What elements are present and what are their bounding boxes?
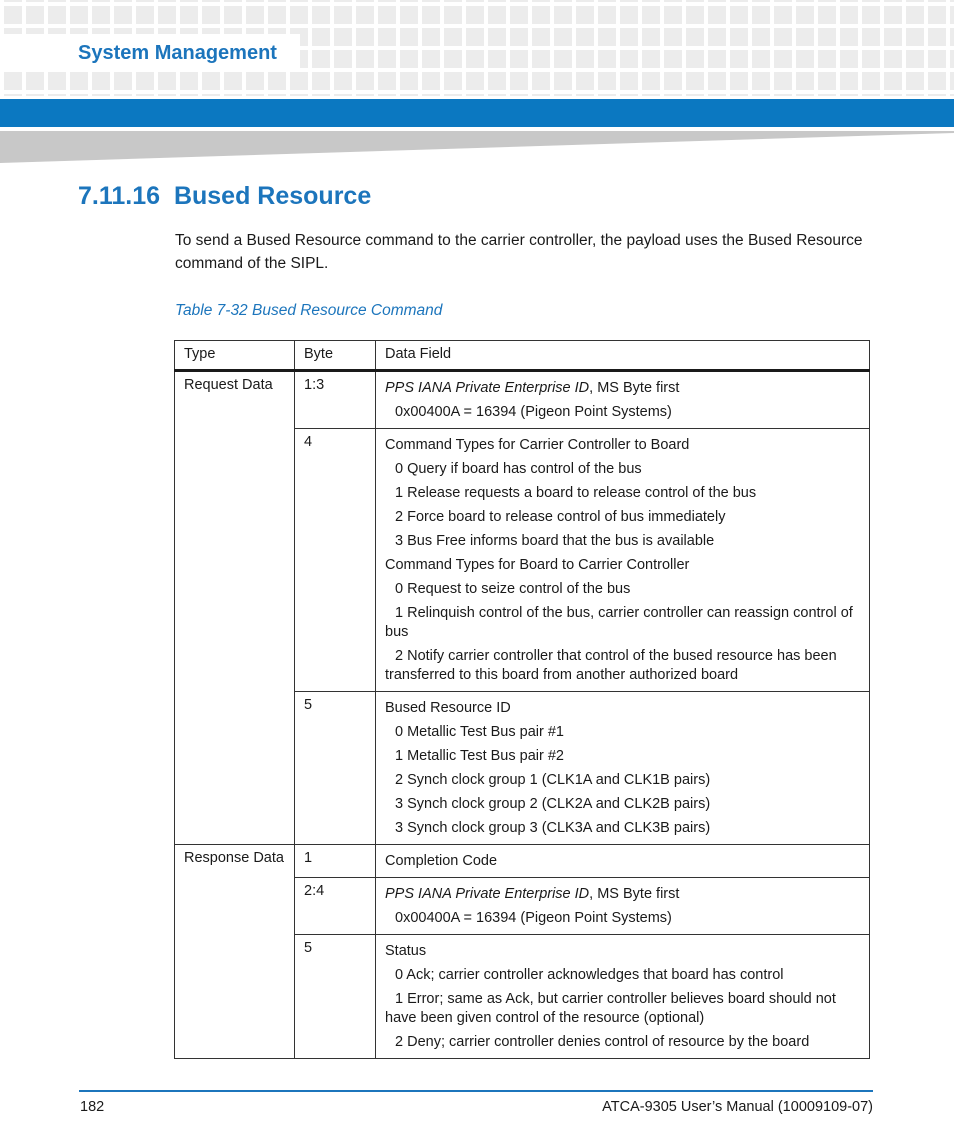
page-number: 182 bbox=[80, 1099, 105, 1115]
data-line: Status bbox=[385, 943, 427, 959]
data-field-cell bbox=[376, 371, 870, 429]
header-gray-wedge bbox=[0, 131, 954, 163]
data-line: PPS IANA Private Enterprise ID, MS Byte first bbox=[385, 886, 680, 902]
byte-cell: 1 bbox=[295, 845, 376, 878]
section-name: Bused Resource bbox=[173, 182, 372, 210]
data-line: 2 Synch clock group 1 (CLK1A and CLK1B pairs) bbox=[395, 772, 711, 788]
data-line: Command Types for Board to Carrier Controller bbox=[385, 557, 690, 573]
data-line: 0 Request to seize control of the bus bbox=[395, 581, 631, 597]
byte-cell: 2:4 bbox=[295, 878, 376, 935]
data-line: 0 Metallic Test Bus pair #1 bbox=[395, 724, 564, 740]
header-title: System Management bbox=[78, 40, 283, 67]
header-data-field: Data Field bbox=[376, 341, 870, 371]
table-caption: Table 7-32 Bused Resource Command bbox=[175, 302, 443, 319]
header-type: Type bbox=[175, 341, 295, 371]
table-header-row bbox=[175, 341, 870, 371]
data-line: 2 Notify carrier controller that control of the bused resource has been transferred to this board from another authorized board bbox=[385, 648, 837, 683]
data-field-cell bbox=[376, 692, 870, 845]
byte-cell: 5 bbox=[295, 935, 376, 1059]
data-line: 3 Synch clock group 2 (CLK2A and CLK2B pairs) bbox=[395, 796, 711, 812]
data-field-cell bbox=[376, 878, 870, 935]
byte-cell: 1:3 bbox=[295, 371, 376, 429]
data-line: 1 Error; same as Ack, but carrier controller believes board should not have been given control of the resource (optional) bbox=[385, 991, 836, 1026]
intro-paragraph: To send a Bused Resource command to the carrier controller, the payload uses the Bused Resource command of the SIPL. bbox=[175, 232, 863, 272]
header-byte: Byte bbox=[295, 341, 376, 371]
document-title: ATCA-9305 User’s Manual (10009109-07) bbox=[602, 1099, 873, 1115]
section-number: 7.11.16 bbox=[78, 182, 161, 210]
data-line: 1 Relinquish control of the bus, carrier controller can reassign control of bus bbox=[385, 605, 853, 640]
data-line: 3 Synch clock group 3 (CLK3A and CLK3B pairs) bbox=[395, 820, 711, 836]
data-line: Completion Code bbox=[385, 853, 498, 869]
data-field-cell bbox=[376, 935, 870, 1059]
header-blue-band bbox=[0, 99, 954, 127]
table-row bbox=[175, 845, 870, 878]
byte-cell: 5 bbox=[295, 692, 376, 845]
data-line: 0 Query if board has control of the bus bbox=[395, 461, 642, 477]
data-line: Bused Resource ID bbox=[385, 700, 511, 716]
data-line: 2 Deny; carrier controller denies control of resource by the board bbox=[395, 1034, 810, 1050]
data-line: 3 Bus Free informs board that the bus is available bbox=[395, 533, 715, 549]
data-field-cell bbox=[376, 429, 870, 692]
data-line: 0x00400A = 16394 (Pigeon Point Systems) bbox=[395, 404, 672, 420]
data-line: 1 Release requests a board to release control of the bus bbox=[395, 485, 757, 501]
data-line: 2 Force board to release control of bus immediately bbox=[395, 509, 726, 525]
byte-cell: 4 bbox=[295, 429, 376, 692]
type-cell: Response Data bbox=[175, 845, 295, 1059]
data-field-cell bbox=[376, 845, 870, 878]
data-line: 0x00400A = 16394 (Pigeon Point Systems) bbox=[395, 910, 672, 926]
data-line: 0 Ack; carrier controller acknowledges that board has control bbox=[395, 967, 784, 983]
data-line: PPS IANA Private Enterprise ID, MS Byte first bbox=[385, 380, 680, 396]
data-line: 1 Metallic Test Bus pair #2 bbox=[395, 748, 564, 764]
data-line: Command Types for Carrier Controller to Board bbox=[385, 437, 690, 453]
footer-rule bbox=[79, 1090, 873, 1092]
bused-resource-table bbox=[174, 340, 870, 1059]
section-title bbox=[78, 182, 371, 211]
type-cell: Request Data bbox=[175, 371, 295, 845]
table-row bbox=[175, 371, 870, 429]
